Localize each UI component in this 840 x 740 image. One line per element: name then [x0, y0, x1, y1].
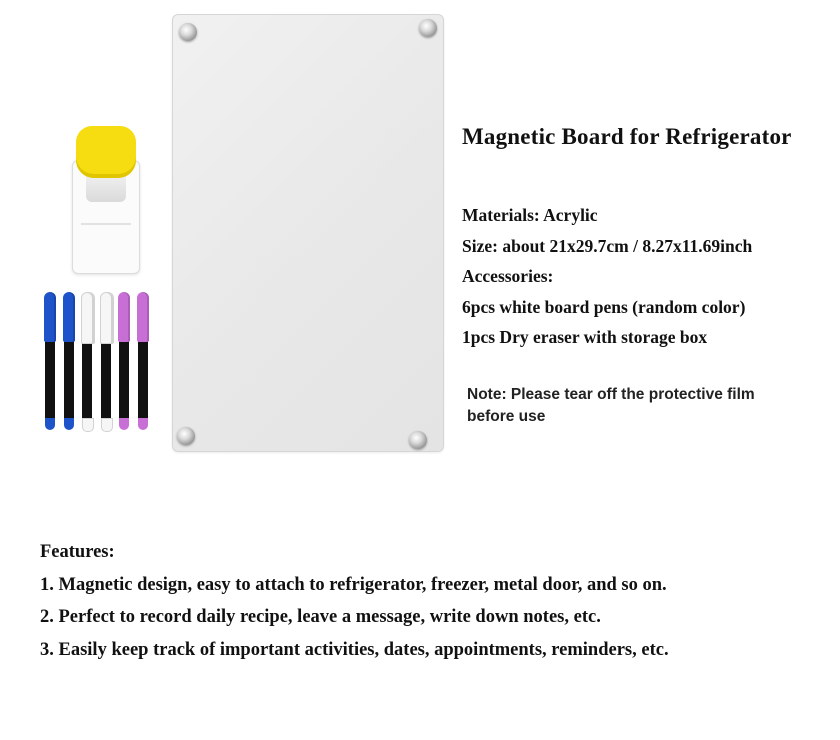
blue-marker-pen-icon: [63, 292, 75, 430]
magnet-screw-icon: [179, 23, 197, 41]
pen-end: [82, 418, 94, 432]
eraser-pad: [76, 126, 136, 178]
pen-body: [45, 340, 55, 422]
product-title: Magnetic Board for Refrigerator: [462, 124, 792, 149]
whiteboard-pens: [44, 292, 156, 432]
pen-cap: [100, 292, 114, 344]
pen-cap: [118, 292, 130, 342]
dry-eraser-icon: [76, 126, 136, 210]
spec-pens: 6pcs white board pens (random color): [462, 296, 746, 317]
magnet-screw-icon: [177, 427, 195, 445]
magnet-screw-icon: [409, 431, 427, 449]
pen-body: [64, 340, 74, 422]
pen-end: [101, 418, 113, 432]
pen-end: [45, 418, 55, 430]
acrylic-board-image: [172, 14, 444, 452]
spec-accessories-heading: Accessories:: [462, 266, 554, 286]
pen-cap: [44, 292, 56, 342]
purple-marker-pen-icon: [118, 292, 130, 430]
feature-item: 3. Easily keep track of important activities, dates, appointments, reminders, etc.: [40, 639, 669, 660]
features-heading: Features:: [40, 542, 115, 562]
spec-size: Size: about 21x29.7cm / 8.27x11.69inch: [462, 235, 753, 256]
spec-materials: Materials: Acrylic: [462, 205, 598, 225]
magnet-screw-icon: [419, 19, 437, 37]
white-marker-pen-icon: [100, 292, 112, 430]
product-specs: [462, 200, 752, 353]
pen-end: [64, 418, 74, 430]
pen-end: [138, 418, 148, 430]
pen-body: [138, 340, 148, 422]
pen-end: [119, 418, 129, 430]
features-list: [40, 536, 669, 666]
storage-box-lip: [81, 223, 131, 225]
purple-marker-pen-icon: [137, 292, 149, 430]
protective-film-note: Note: Please tear off the protective film before use: [467, 386, 755, 425]
feature-item: 1. Magnetic design, easy to attach to refrigerator, freezer, metal door, and so on.: [40, 574, 667, 595]
pen-cap: [63, 292, 75, 342]
feature-item: 2. Perfect to record daily recipe, leave a message, write down notes, etc.: [40, 607, 601, 627]
pen-body: [101, 340, 111, 422]
pen-cap: [81, 292, 95, 344]
pen-body: [119, 340, 129, 422]
spec-eraser: 1pcs Dry eraser with storage box: [462, 327, 708, 347]
pen-cap: [137, 292, 149, 342]
blue-marker-pen-icon: [44, 292, 56, 430]
pen-body: [82, 340, 92, 422]
white-marker-pen-icon: [81, 292, 93, 430]
